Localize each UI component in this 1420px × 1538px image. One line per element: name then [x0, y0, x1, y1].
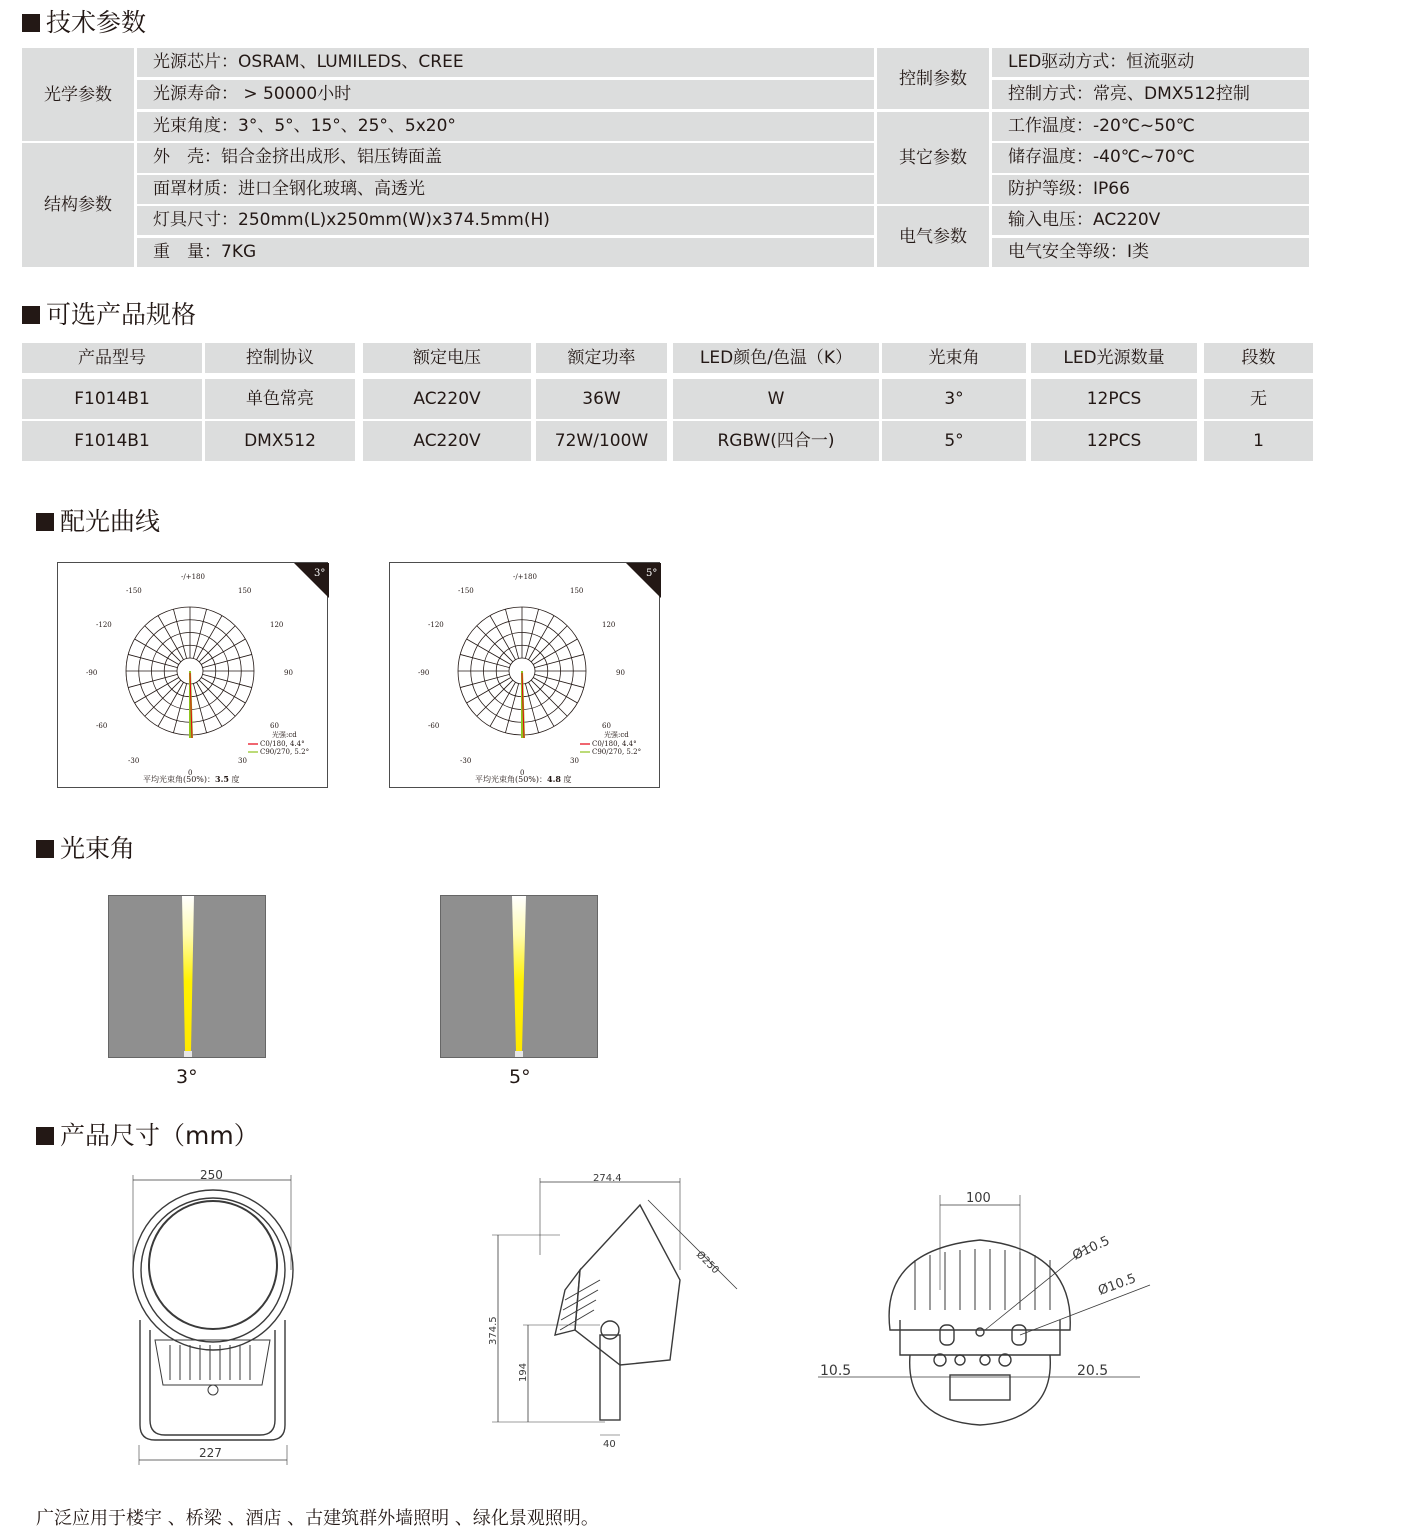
- back-view-drawing: [818, 1195, 1150, 1425]
- spec-data-cell: AC220V: [363, 379, 531, 419]
- polar-tick-label: 90: [284, 669, 293, 677]
- spec-data-cell: F1014B1: [22, 421, 202, 461]
- beam-caption: 5°: [509, 1066, 531, 1088]
- spec-data-cell: 72W/100W: [536, 421, 667, 461]
- tech-row-right: 工作温度：-20℃~50℃: [992, 112, 1309, 141]
- section-title-dims: 产品尺寸（mm）: [36, 1121, 259, 1151]
- polar-tick-label: 60: [602, 722, 611, 730]
- tech-row-left: 光源寿命： > 50000小时: [137, 80, 874, 109]
- lamp-base: [184, 1051, 192, 1057]
- dim-front-width: 250: [200, 1168, 223, 1182]
- polar-tick-label: 0: [520, 769, 525, 777]
- dim-back-top: 100: [966, 1191, 991, 1206]
- beam-cone: [182, 896, 194, 1051]
- lamp-base: [515, 1051, 523, 1057]
- polar-tick-label: -60: [428, 722, 440, 730]
- dim-side-height: 374.5: [488, 1316, 499, 1345]
- square-bullet-icon: [22, 306, 40, 324]
- polar-tick-label: 60: [270, 722, 279, 730]
- polar-tick-label: -60: [96, 722, 108, 730]
- polar-tick-label: 150: [238, 587, 252, 595]
- polar-tick-label: 30: [238, 757, 247, 765]
- dim-side-base: 40: [603, 1439, 616, 1450]
- spec-data-cell: 36W: [536, 379, 667, 419]
- spec-data-cell: F1014B1: [22, 379, 202, 419]
- legend-c0: C0/180, 4.4°: [260, 740, 305, 748]
- group-other: 其它参数: [877, 112, 989, 204]
- angle-badge-label: 5°: [646, 568, 658, 579]
- tech-row-right: 输入电压：AC220V: [992, 206, 1309, 235]
- tech-row-left: 光源芯片：OSRAM、LUMILEDS、CREE: [137, 48, 874, 77]
- legend-c90: C90/270, 5.2°: [260, 748, 310, 756]
- spec-header-cell: 光束角: [882, 343, 1026, 373]
- dim-side-mid: 194: [518, 1362, 529, 1382]
- spec-data-cell: 单色常亮: [205, 379, 355, 419]
- spec-data-cell: AC220V: [363, 421, 531, 461]
- tech-row-right: 电气安全等级：I类: [992, 238, 1309, 267]
- dimension-drawings: [0, 1160, 1420, 1470]
- section-title-specs: 可选产品规格: [22, 300, 196, 330]
- legend-c0: C0/180, 4.4°: [592, 740, 637, 748]
- spec-data-cell: 12PCS: [1031, 421, 1197, 461]
- polar-tick-label: -/+180: [181, 573, 205, 581]
- legend-title: 光强:cd: [272, 731, 297, 739]
- spec-data-cell: 无: [1204, 379, 1313, 419]
- group-optical: 光学参数: [22, 48, 134, 141]
- avg-beam-angle: 平均光束角(50%)：3.5 度: [143, 774, 240, 784]
- spec-header-cell: 控制协议: [205, 343, 355, 373]
- section-title-tech: 技术参数: [22, 8, 146, 38]
- polar-tick-label: -/+180: [513, 573, 537, 581]
- dim-back-left: 10.5: [820, 1363, 852, 1379]
- legend-c90: C90/270, 5.2°: [592, 748, 642, 756]
- dim-back-hole1: Ø10.5: [1070, 1233, 1113, 1264]
- angle-badge-label: 3°: [314, 568, 326, 579]
- tech-row-left: 面罩材质：进口全钢化玻璃、高透光: [137, 175, 874, 204]
- polar-tick-label: -150: [458, 587, 474, 595]
- front-view-drawing: [133, 1175, 293, 1465]
- spec-header-cell: 额定电压: [363, 343, 531, 373]
- dim-front-base: 227: [199, 1446, 222, 1460]
- spec-data-cell: 12PCS: [1031, 379, 1197, 419]
- polar-tick-label: -30: [128, 757, 140, 765]
- polar-tick-label: 0: [188, 769, 193, 777]
- group-electrical: 电气参数: [877, 206, 989, 267]
- spec-header-cell: 段数: [1204, 343, 1313, 373]
- polar-curve-panel: [57, 562, 328, 788]
- polar-tick-label: 120: [602, 621, 616, 629]
- square-bullet-icon: [36, 1127, 54, 1145]
- side-view-drawing: [492, 1178, 737, 1435]
- polar-curve-panel: [389, 562, 660, 788]
- polar-tick-label: 30: [570, 757, 579, 765]
- polar-tick-label: -150: [126, 587, 142, 595]
- polar-tick-label: 90: [616, 669, 625, 677]
- spec-header-cell: LED光源数量: [1031, 343, 1197, 373]
- beam-cone: [512, 896, 526, 1051]
- section-title-beam: 光束角: [36, 834, 135, 864]
- polar-tick-label: -90: [86, 669, 98, 677]
- polar-tick-label: -120: [428, 621, 444, 629]
- dim-back-right: 20.5: [1077, 1363, 1109, 1379]
- polar-tick-label: 120: [270, 621, 284, 629]
- spec-header-cell: LED颜色/色温（K）: [673, 343, 879, 373]
- polar-chart: [58, 563, 329, 789]
- square-bullet-icon: [36, 513, 54, 531]
- polar-tick-label: -120: [96, 621, 112, 629]
- square-bullet-icon: [36, 840, 54, 858]
- polar-tick-label: -90: [418, 669, 430, 677]
- tech-row-left: 灯具尺寸：250mm(L)x250mm(W)x374.5mm(H): [137, 206, 874, 235]
- footer-application-note: 广泛应用于楼宇 、桥梁 、酒店 、古建筑群外墙照明 、绿化景观照明。: [36, 1508, 599, 1529]
- tech-row-left: 外 壳：铝合金挤出成形、铝压铸面盖: [137, 143, 874, 173]
- spec-data-cell: RGBW(四合一): [673, 421, 879, 461]
- dim-side-width: 274.4: [593, 1173, 622, 1184]
- group-structure: 结构参数: [22, 143, 134, 267]
- dim-side-diag: Ø250: [693, 1249, 721, 1277]
- spec-data-cell: 3°: [882, 379, 1026, 419]
- section-title-curve: 配光曲线: [36, 507, 160, 537]
- spec-header-cell: 产品型号: [22, 343, 202, 373]
- polar-chart: [390, 563, 661, 789]
- tech-row-right: 储存温度：-40℃~70℃: [992, 143, 1309, 173]
- spec-data-cell: DMX512: [205, 421, 355, 461]
- tech-row-left: 重 量：7KG: [137, 238, 874, 267]
- square-bullet-icon: [22, 14, 40, 32]
- legend-title: 光强:cd: [604, 731, 629, 739]
- spec-data-cell: 1: [1204, 421, 1313, 461]
- beam-visual: [108, 895, 266, 1058]
- spec-data-cell: 5°: [882, 421, 1026, 461]
- polar-tick-label: 150: [570, 587, 584, 595]
- beam-visual: [440, 895, 598, 1058]
- spec-header-cell: 额定功率: [536, 343, 667, 373]
- dim-back-hole2: Ø10.5: [1096, 1271, 1139, 1299]
- tech-row-right: 防护等级：IP66: [992, 175, 1309, 204]
- tech-row-right: LED驱动方式：恒流驱动: [992, 48, 1309, 77]
- tech-row-left: 光束角度：3°、5°、15°、25°、5x20°: [137, 112, 874, 141]
- spec-data-cell: W: [673, 379, 879, 419]
- tech-row-right: 控制方式：常亮、DMX512控制: [992, 80, 1309, 109]
- beam-caption: 3°: [176, 1066, 198, 1088]
- group-control: 控制参数: [877, 48, 989, 109]
- polar-tick-label: -30: [460, 757, 472, 765]
- avg-beam-angle: 平均光束角(50%)：4.8 度: [475, 774, 572, 784]
